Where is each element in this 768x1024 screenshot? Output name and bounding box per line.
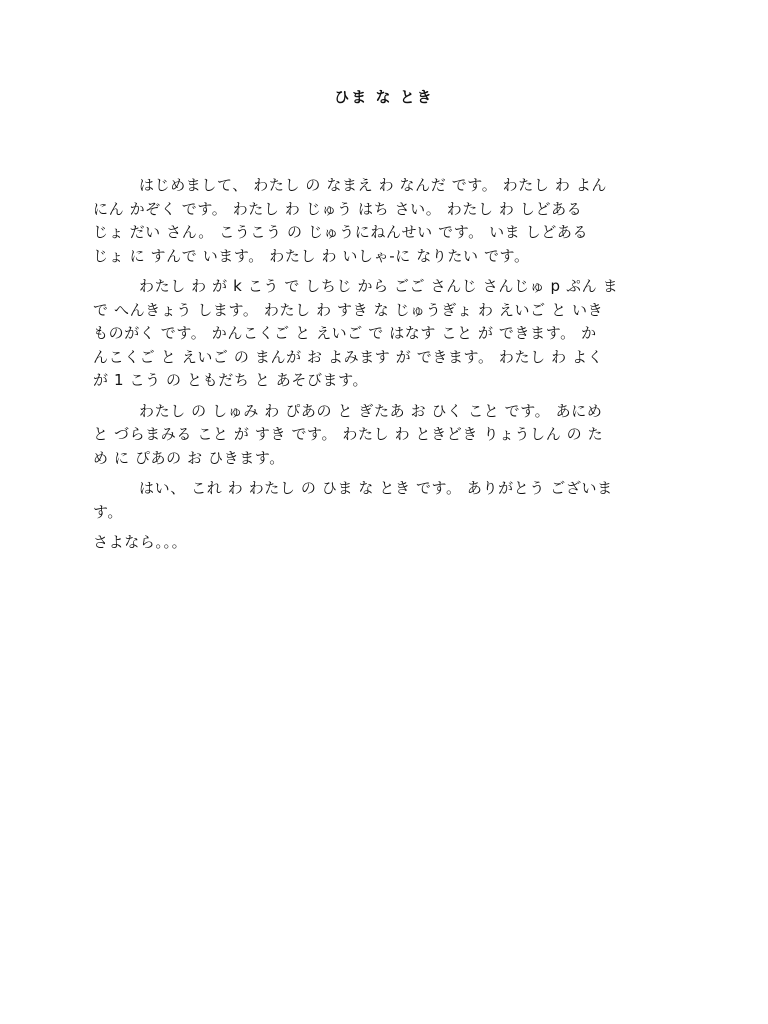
paragraph-hobbies: わたし の しゅみ わ ぴあの と ぎたあ お ひく こと です。 あにめ と づらまみる こと が すき です。 わたし わ ときどき りょうしん の た め に ぴあの お ひきます。 bbox=[93, 401, 604, 467]
closing-line: さよなら。。。 bbox=[93, 533, 188, 551]
document-body bbox=[93, 174, 668, 562]
paragraph-school: わたし わ が k こう で しちじ から ごご さんじ さんじゅ p ぷん ま で へんきょう します。 わたし わ すき な じゅうぎょ わ えいご と いき ものがく です。 かんこくご と えいご で はなす こと が できます。 か んこくご と えいご の まんが お よみます が できます。 わたし わ よく が 1 こう の ともだち と あそびます。 bbox=[93, 277, 619, 389]
paragraph-thanks: はい、 これ わ わたし の ひま な とき です。 ありがとう ございま す。 bbox=[93, 479, 613, 521]
paragraph-introduction: はじめまして、 わたし の なまえ わ なんだ です。 わたし わ よん にん かぞく です。 わたし わ じゅう はち さい。 わたし わ しどある じょ だい さん。 こうこう の じゅうにねんせい です。 いま しどある じょ に すんで います。 わたし わ いしゃ-に なりたい です。 bbox=[93, 176, 608, 265]
document-title: ひま な とき bbox=[334, 88, 434, 106]
